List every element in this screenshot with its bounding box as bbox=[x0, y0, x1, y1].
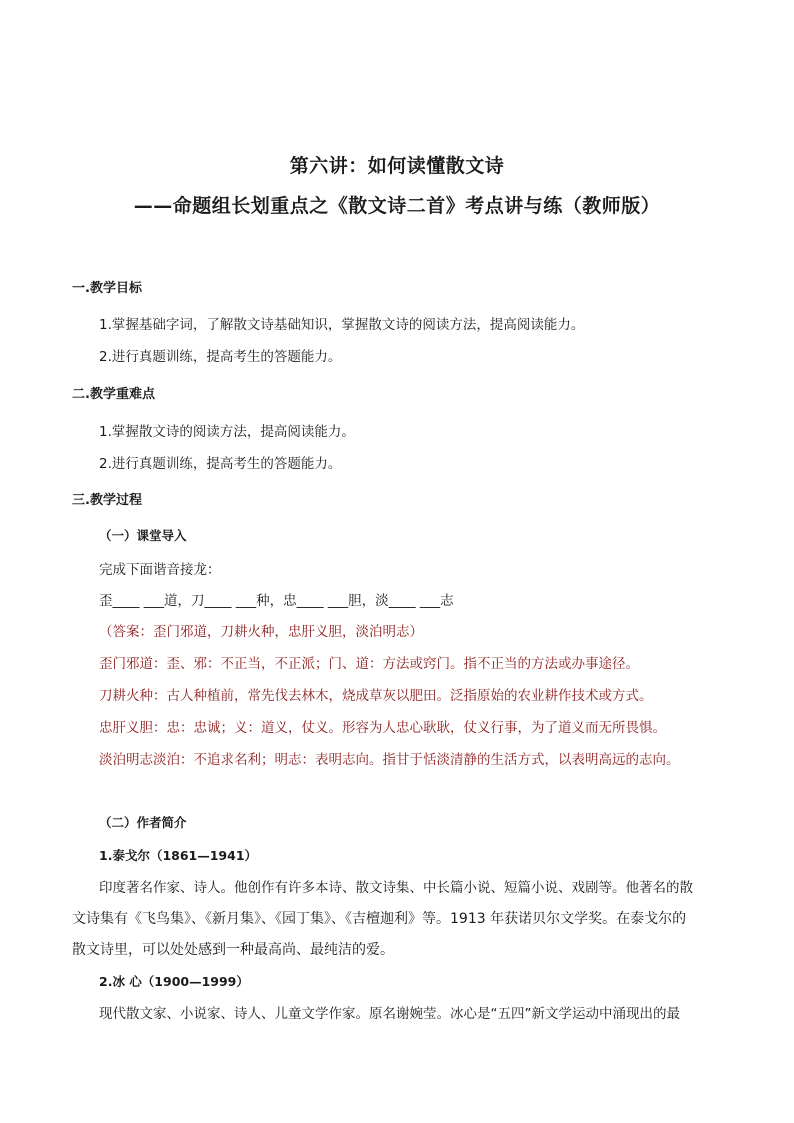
author-heading-tagore: 1.泰戈尔（1861—1941） bbox=[99, 848, 258, 863]
intro-answer: （答案：歪门邪道，刀耕火种，忠肝义胆，淡泊明志） bbox=[99, 624, 423, 640]
tagore-line-2: 文诗集有《飞鸟集》、《新月集》、《园丁集》、《吉檀迦利》等。1913 年获诺贝尔文学奖。在泰戈尔的 bbox=[72, 911, 687, 927]
explanation-4: 淡泊明志淡泊：不追求名利；明志：表明志向。指甘于恬淡清静的生活方式，以表明高远的志向。 bbox=[99, 752, 680, 768]
section-heading-key-points: 二.教学重难点 bbox=[72, 387, 155, 402]
key-point-item-1: 1.掌握散文诗的阅读方法，提高阅读能力。 bbox=[99, 424, 355, 440]
tagore-line-1: 印度著名作家、诗人。他创作有许多本诗、散文诗集、中长篇小说、短篇小说、戏剧等。他著名的散 bbox=[99, 880, 693, 896]
key-point-item-2: 2.进行真题训练，提高考生的答题能力。 bbox=[99, 456, 342, 472]
goal-item-1: 1.掌握基础字词，了解散文诗基础知识，掌握散文诗的阅读方法，提高阅读能力。 bbox=[99, 317, 585, 333]
explanation-2: 刀耕火种：古人种植前，常先伐去林木，烧成草灰以肥田。泛指原始的农业耕作技术或方式。 bbox=[99, 688, 653, 704]
page-subtitle: ——命题组长划重点之《散文诗二首》考点讲与练（教师版） bbox=[133, 195, 661, 217]
section-heading-process: 三.教学过程 bbox=[72, 493, 142, 508]
author-heading-bingxin: 2.冰 心（1900—1999） bbox=[99, 974, 249, 989]
page-title: 第六讲：如何读懂散文诗 bbox=[289, 155, 505, 177]
goal-item-2: 2.进行真题训练，提高考生的答题能力。 bbox=[99, 349, 342, 365]
subsection-heading-authors: （二）作者简介 bbox=[99, 815, 187, 830]
subsection-heading-intro: （一）课堂导入 bbox=[99, 528, 187, 543]
intro-blanks: 歪____ ___道，刀____ ___种，忠____ ___胆，淡____ ___志 bbox=[99, 593, 454, 609]
intro-prompt: 完成下面谐音接龙： bbox=[99, 562, 221, 578]
bingxin-line-1: 现代散文家、小说家、诗人、儿童文学作家。原名谢婉莹。冰心是“五四”新文学运动中涌现出的最 bbox=[99, 1006, 680, 1022]
explanation-3: 忠肝义胆：忠：忠诚；义：道义，仗义。形容为人忠心耿耿，仗义行事，为了道义而无所畏惧。 bbox=[99, 720, 666, 736]
explanation-1: 歪门邪道：歪、邪：不正当，不正派；门、道：方法或窍门。指不正当的方法或办事途径。 bbox=[99, 656, 639, 672]
tagore-line-3: 散文诗里，可以处处感到一种最高尚、最纯洁的爱。 bbox=[72, 942, 394, 958]
section-heading-goals: 一.教学目标 bbox=[72, 281, 142, 296]
